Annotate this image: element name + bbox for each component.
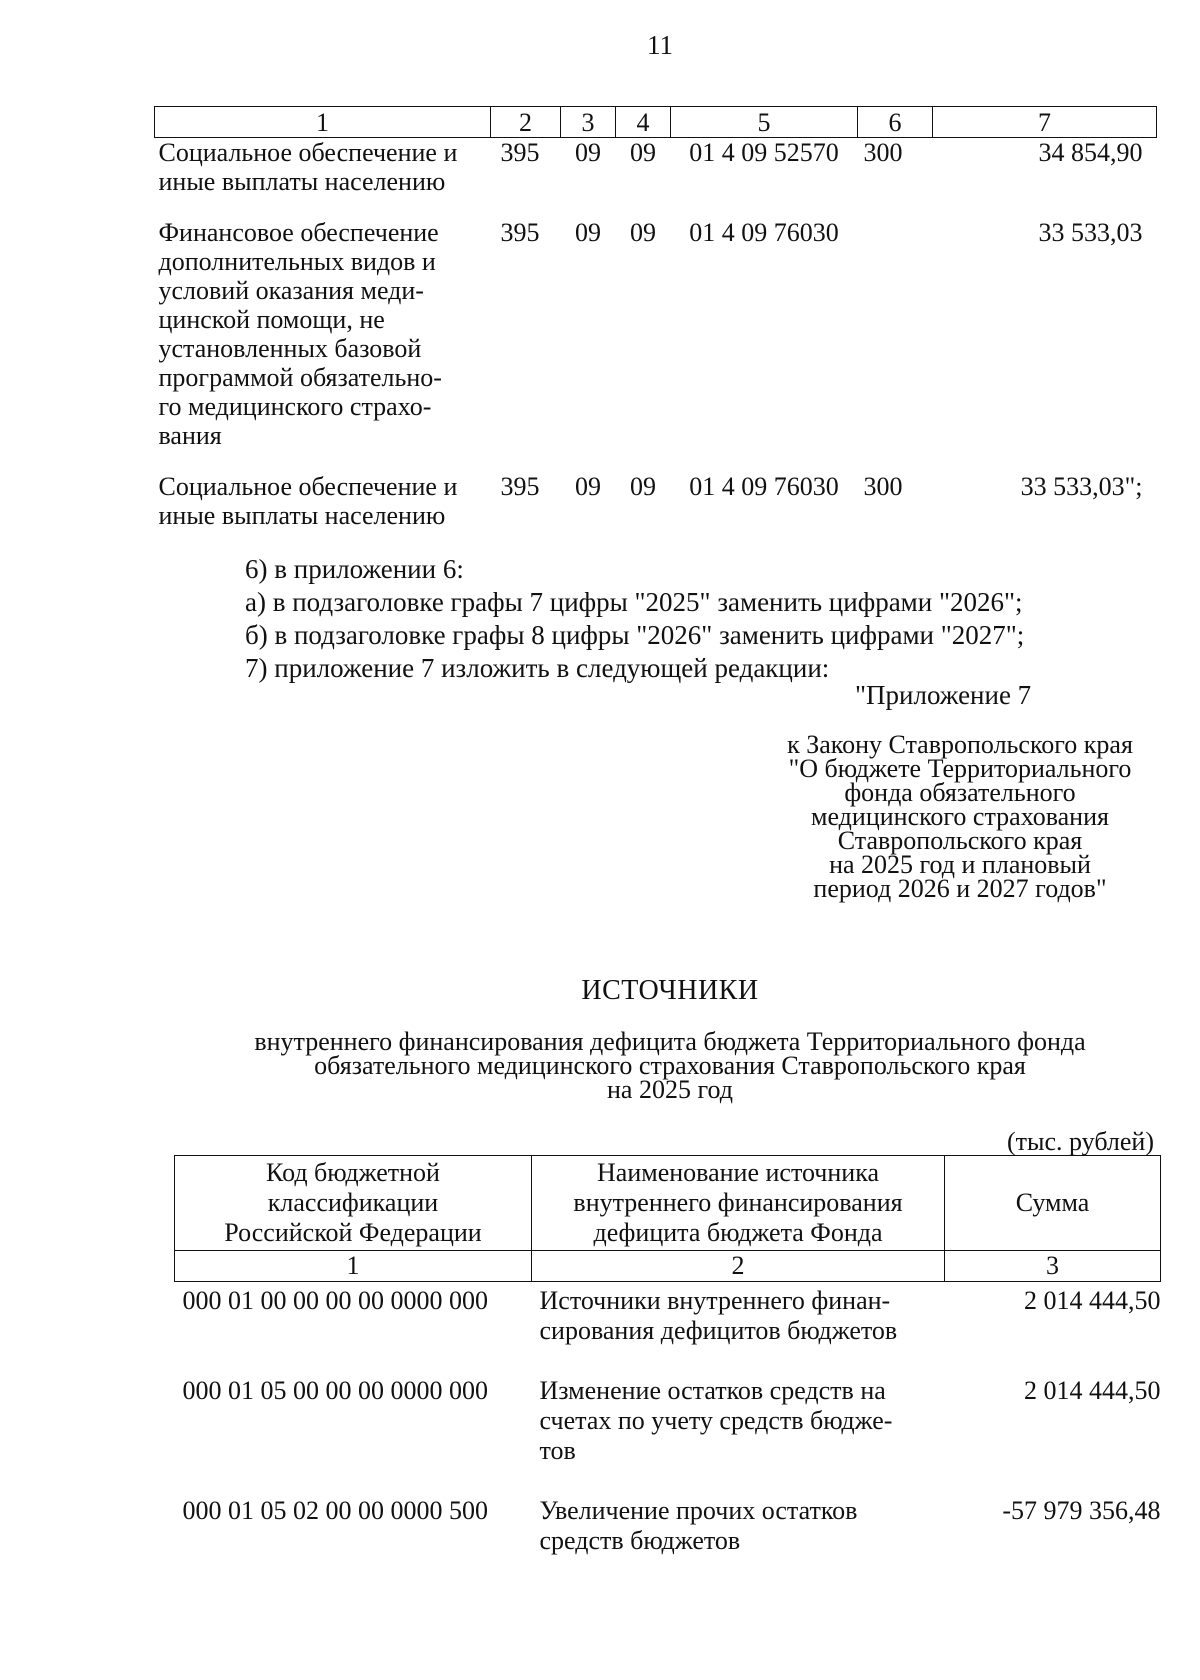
- name-line: дополнительных видов и: [158, 247, 436, 276]
- appendix-line: Ставропольского края: [837, 826, 1083, 855]
- budget-code: 000 01 05 02 00 00 0000 500: [182, 1496, 488, 1525]
- column-number-6: 6: [858, 107, 933, 138]
- source-name: Источники внутреннего финан- сирования дефицитов бюджетов: [539, 1286, 898, 1345]
- table-row: [175, 1376, 1161, 1466]
- table-row: [155, 138, 1157, 197]
- section-code: 09: [575, 138, 601, 167]
- table-row: [155, 472, 1157, 530]
- name-line: го медицинского страхо-: [158, 392, 432, 421]
- target-article-code: 01 4 09 52570: [689, 138, 839, 167]
- expense-type-code: [858, 218, 933, 450]
- document-subtitle: [190, 1027, 1150, 1104]
- amount: 33 533,03: [1038, 218, 1143, 247]
- column-number-1: 1: [175, 1251, 532, 1282]
- name-line: программой обязательно-: [158, 363, 442, 392]
- section-code: 09: [575, 218, 601, 247]
- header-sum: Сумма: [945, 1156, 1161, 1251]
- column-number-3: 3: [945, 1251, 1161, 1282]
- column-number-5: 5: [671, 107, 858, 138]
- subtitle-line: обязательного медицинского страхования Ставропольского края: [314, 1051, 1026, 1080]
- amount: -57 979 356,48: [1002, 1496, 1161, 1525]
- financing-sources-table: [174, 1155, 1161, 1556]
- budget-code: 000 01 05 00 00 00 0000 000: [182, 1376, 488, 1405]
- appendix-line: на 2025 год и плановый: [829, 850, 1091, 879]
- appendix-reference: [735, 730, 1185, 903]
- expense-type-code: 300: [863, 138, 903, 167]
- amendment-list: [245, 553, 1024, 685]
- table-number-row: [175, 1251, 1161, 1282]
- amount: 34 854,90: [1038, 138, 1143, 167]
- name-line: условий оказания меди-: [158, 276, 424, 305]
- source-name: Увеличение прочих остатков средств бюджетов: [539, 1496, 858, 1555]
- table-row: [155, 218, 1157, 450]
- header-code: Код бюджетной классификации Российской Федерации: [175, 1156, 532, 1251]
- subsection-code: 09: [630, 138, 656, 167]
- name-line: цинской помощи, не: [158, 305, 385, 334]
- appendix-line: фонда обязательного: [844, 778, 1076, 807]
- ministry-code: 395: [500, 218, 540, 247]
- subtitle-line: внутреннего финансирования дефицита бюджета Территориального фонда: [254, 1027, 1086, 1056]
- page-number: 11: [647, 30, 673, 60]
- appendix-line: к Закону Ставропольского края: [787, 730, 1133, 759]
- amount: 2 014 444,50: [1024, 1286, 1161, 1315]
- expense-type-code: 300: [863, 472, 903, 501]
- name-line: иные выплаты населению: [158, 167, 446, 196]
- table-header-row: [175, 1156, 1161, 1251]
- name-line: Социальное обеспечение и: [158, 138, 458, 167]
- appendix-line: медицинского страхования: [811, 802, 1109, 831]
- amendment-item: б) в подзаголовке графы 8 цифры "2026" заменить цифрами "2027";: [245, 620, 1025, 650]
- name-line: Социальное обеспечение и: [158, 472, 458, 501]
- budget-code: 000 01 00 00 00 00 0000 000: [182, 1286, 488, 1315]
- target-article-code: 01 4 09 76030: [689, 472, 839, 501]
- amount: 2 014 444,50: [1024, 1376, 1161, 1405]
- section-code: 09: [575, 472, 601, 501]
- column-number-1: 1: [155, 107, 491, 138]
- amendment-item: а) в подзаголовке графы 7 цифры "2025" заменить цифрами "2026";: [245, 587, 1023, 617]
- name-line: установленных базовой: [158, 334, 422, 363]
- target-article-code: 01 4 09 76030: [689, 218, 839, 247]
- row-name: [155, 218, 491, 450]
- expenditure-table: [154, 106, 1157, 530]
- row-name: [155, 472, 491, 530]
- ministry-code: 395: [500, 472, 540, 501]
- table-row: [175, 1496, 1161, 1556]
- column-number-4: 4: [616, 107, 671, 138]
- name-line: иные выплаты населению: [158, 501, 446, 530]
- units-label: (тыс. рублей): [1006, 1127, 1154, 1156]
- amount: 33 533,03";: [1020, 472, 1143, 501]
- source-name: Изменение остатков средств на счетах по учету средств бюдже- тов: [539, 1376, 893, 1465]
- name-line: Финансовое обеспечение: [158, 218, 439, 247]
- column-number-3: 3: [561, 107, 616, 138]
- column-number-2: 2: [532, 1251, 945, 1282]
- subtitle-line: на 2025 год: [607, 1075, 733, 1104]
- appendix-line: "О бюджете Территориального: [788, 754, 1132, 783]
- column-number-2: 2: [491, 107, 561, 138]
- amendment-item: 7) приложение 7 изложить в следующей редакции:: [245, 653, 830, 683]
- header-name: Наименование источника внутреннего финансирования дефицита бюджета Фонда: [532, 1156, 945, 1251]
- document-title: ИСТОЧНИКИ: [581, 975, 759, 1006]
- ministry-code: 395: [500, 138, 540, 167]
- subsection-code: 09: [630, 472, 656, 501]
- column-number-7: 7: [933, 107, 1157, 138]
- subsection-code: 09: [630, 218, 656, 247]
- appendix-line: период 2026 и 2027 годов": [813, 874, 1107, 903]
- appendix-title: "Приложение 7: [855, 680, 1032, 710]
- table-row: [175, 1282, 1161, 1347]
- table-header-row: [155, 107, 1157, 138]
- amendment-item: 6) в приложении 6:: [245, 554, 464, 584]
- row-name: [155, 138, 491, 197]
- name-line: вания: [158, 421, 222, 450]
